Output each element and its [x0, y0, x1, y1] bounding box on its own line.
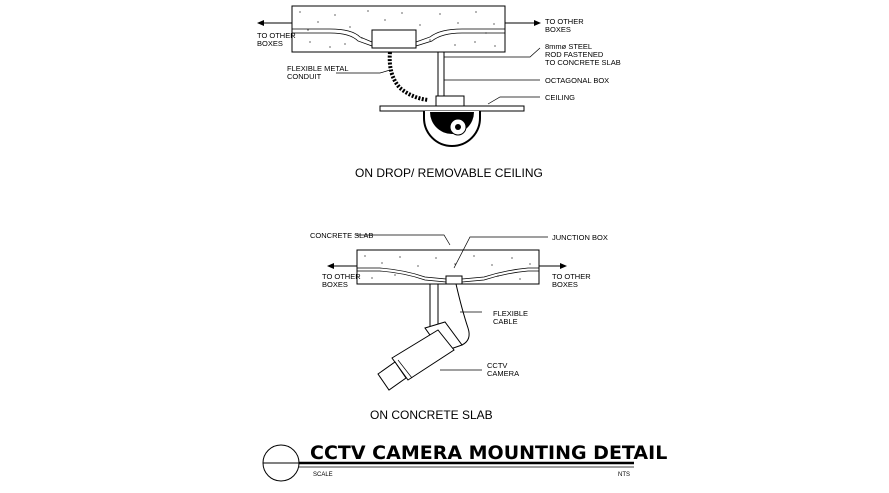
label-flexible-conduit-2: CONDUIT	[287, 72, 322, 81]
label-to-other-boxes-left-b: TO OTHER	[322, 272, 361, 281]
label-to-other-boxes-left: TO OTHER	[257, 31, 296, 40]
label-octagonal-box: OCTAGONAL BOX	[545, 76, 610, 85]
label-flexible-cable-2: CABLE	[493, 317, 518, 326]
flexible-conduit-1	[390, 52, 428, 100]
junction-box-2	[446, 276, 462, 284]
label-steel-rod: 8mmø STEEL	[545, 42, 593, 51]
label-to-other-boxes-left-2: BOXES	[257, 39, 283, 48]
label-steel-rod-3: TO CONCRETE SLAB	[545, 58, 621, 67]
ceiling-panel	[380, 106, 524, 111]
label-flexible-cable: FLEXIBLE	[493, 309, 529, 318]
caption-drop-ceiling: ON DROP/ REMOVABLE CEILING	[355, 166, 543, 180]
scale-value: NTS	[618, 472, 630, 478]
label-to-other-boxes-right: TO OTHER	[545, 17, 584, 26]
label-to-other-boxes-right-b-2: BOXES	[552, 280, 578, 289]
label-ceiling: CEILING	[545, 93, 576, 102]
bullet-camera	[378, 322, 462, 390]
label-cctv-camera: CCTV	[487, 361, 508, 370]
label-to-other-boxes-right-2: BOXES	[545, 25, 571, 34]
label-concrete-slab: CONCRETE SLAB	[310, 231, 374, 240]
label-cctv-camera-2: CAMERA	[487, 369, 520, 378]
flexible-cable	[456, 284, 469, 345]
caption-concrete-slab: ON CONCRETE SLAB	[370, 408, 493, 422]
label-steel-rod-2: ROD FASTENED	[545, 50, 604, 59]
label-flexible-conduit: FLEXIBLE METAL	[287, 64, 349, 73]
scale-label: SCALE	[313, 472, 333, 478]
label-junction-box: JUNCTION BOX	[552, 233, 608, 242]
detail-concrete-slab	[310, 231, 608, 422]
label-to-other-boxes-right-b: TO OTHER	[552, 272, 591, 281]
title-block	[263, 442, 667, 481]
drawing-title: CCTV CAMERA MOUNTING DETAIL	[310, 442, 668, 464]
junction-box-1	[372, 30, 416, 48]
detail-drop-ceiling	[257, 6, 621, 180]
label-to-other-boxes-left-b-2: BOXES	[322, 280, 348, 289]
